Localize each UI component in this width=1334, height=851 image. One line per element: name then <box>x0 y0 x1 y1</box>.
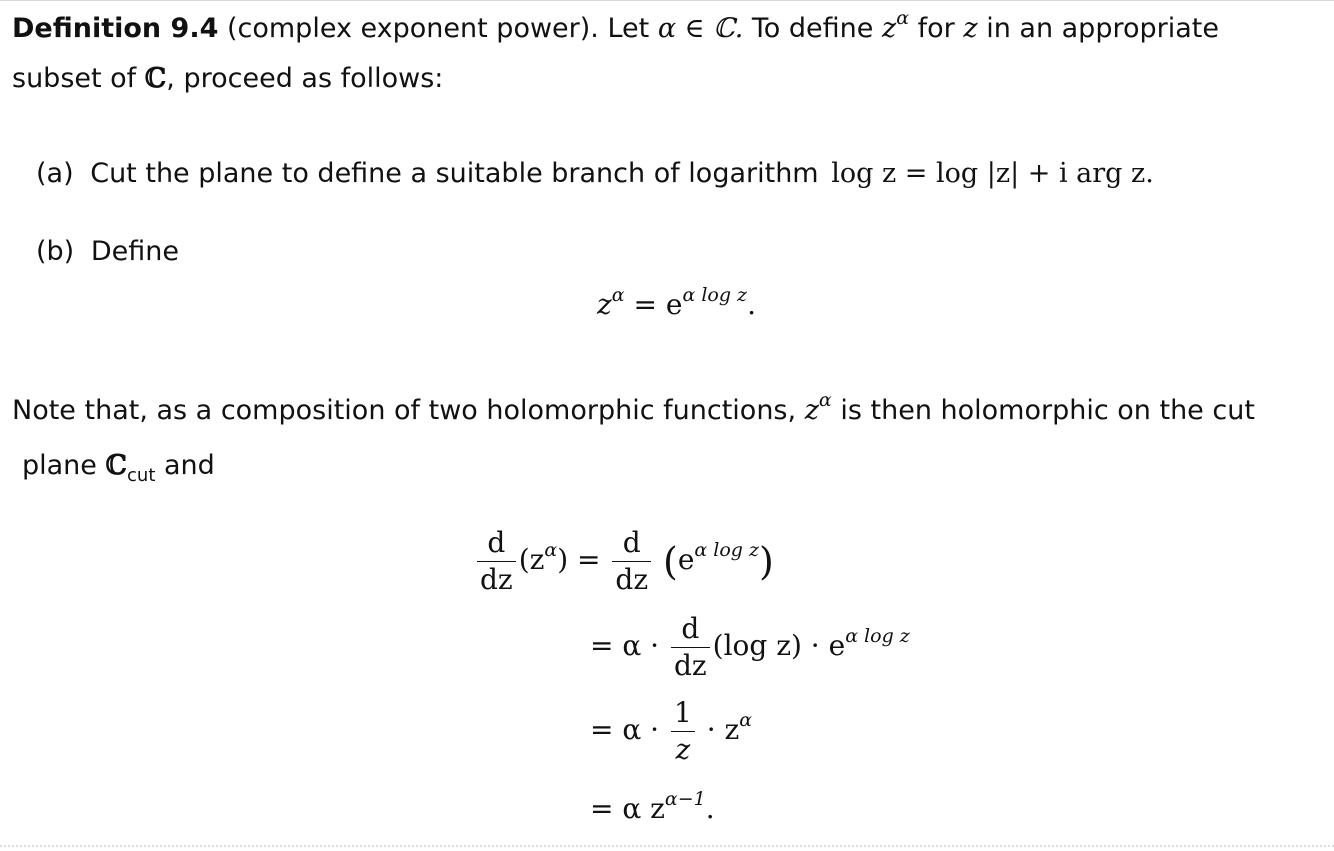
z-alpha: $z^\alpha$ <box>881 7 910 44</box>
definition-line-2 <box>12 54 443 104</box>
derivative-operator: $\frac{d}{dz}$ <box>477 527 516 596</box>
z-alpha: $z^\alpha$ <box>804 389 832 426</box>
cut-subscript: cut <box>127 465 156 486</box>
text: Note that, as a composition of two holomorphic functions, <box>12 395 797 426</box>
text: in an appropriate <box>986 13 1219 44</box>
derivation-line-2: = α · $\frac{d}{dz}$ (log $z) \cdot e^{\alpha log z}$ <box>590 612 910 682</box>
text: To define <box>751 13 874 44</box>
top-rule <box>0 0 1334 1</box>
text: and <box>163 450 215 481</box>
note-line-1 <box>12 386 1255 436</box>
log-branch-formula: log z = log |z| + i arg z. <box>831 158 1154 189</box>
text: for <box>917 13 955 44</box>
derivation-line-1: $\frac{d}{dz}$ $(z^\alpha)$ = $\frac{d}{dz}$ $(e^{\alpha log z})$ <box>474 527 774 596</box>
definition-line-1 <box>12 4 1219 54</box>
complex-plane-symbol: ℂ <box>144 63 167 94</box>
derivative-operator: $\frac{d}{dz}$ <box>612 527 651 596</box>
definition-equation: $z^\alpha = e^{\alpha log z}$. <box>597 284 756 321</box>
text: is then holomorphic on the cut <box>840 395 1255 426</box>
one-over-z: $\frac{1}{z}$ <box>671 697 695 766</box>
alpha-in-c: α ∈ ℂ. <box>657 13 744 44</box>
text: subset of <box>12 63 137 94</box>
definition-title: (complex exponent power). <box>226 13 599 44</box>
item-text: Cut the plane to define a suitable branch of logarithm <box>90 158 819 189</box>
definition-label: Definition 9.4 <box>12 13 219 44</box>
derivative-operator: $\frac{d}{dz}$ <box>671 613 710 682</box>
note-line-2 <box>22 441 215 491</box>
complex-plane-symbol: ℂ <box>105 450 128 481</box>
bottom-dotted-rule <box>0 845 1334 847</box>
derivation-line-3: = α · $\frac{1}{z}$ · $z^\alpha$ <box>590 696 753 766</box>
text: plane <box>22 450 97 481</box>
derivation-line-4: = α $z^{\alpha-1}$. <box>590 788 715 825</box>
item-b <box>36 236 179 267</box>
item-marker: (a) <box>36 158 74 189</box>
text: , proceed as follows: <box>166 63 444 94</box>
z: z <box>963 13 978 44</box>
item-marker: (b) <box>36 236 75 267</box>
item-a <box>36 158 1154 189</box>
text: Let <box>607 13 650 44</box>
item-text: Define <box>90 236 179 267</box>
